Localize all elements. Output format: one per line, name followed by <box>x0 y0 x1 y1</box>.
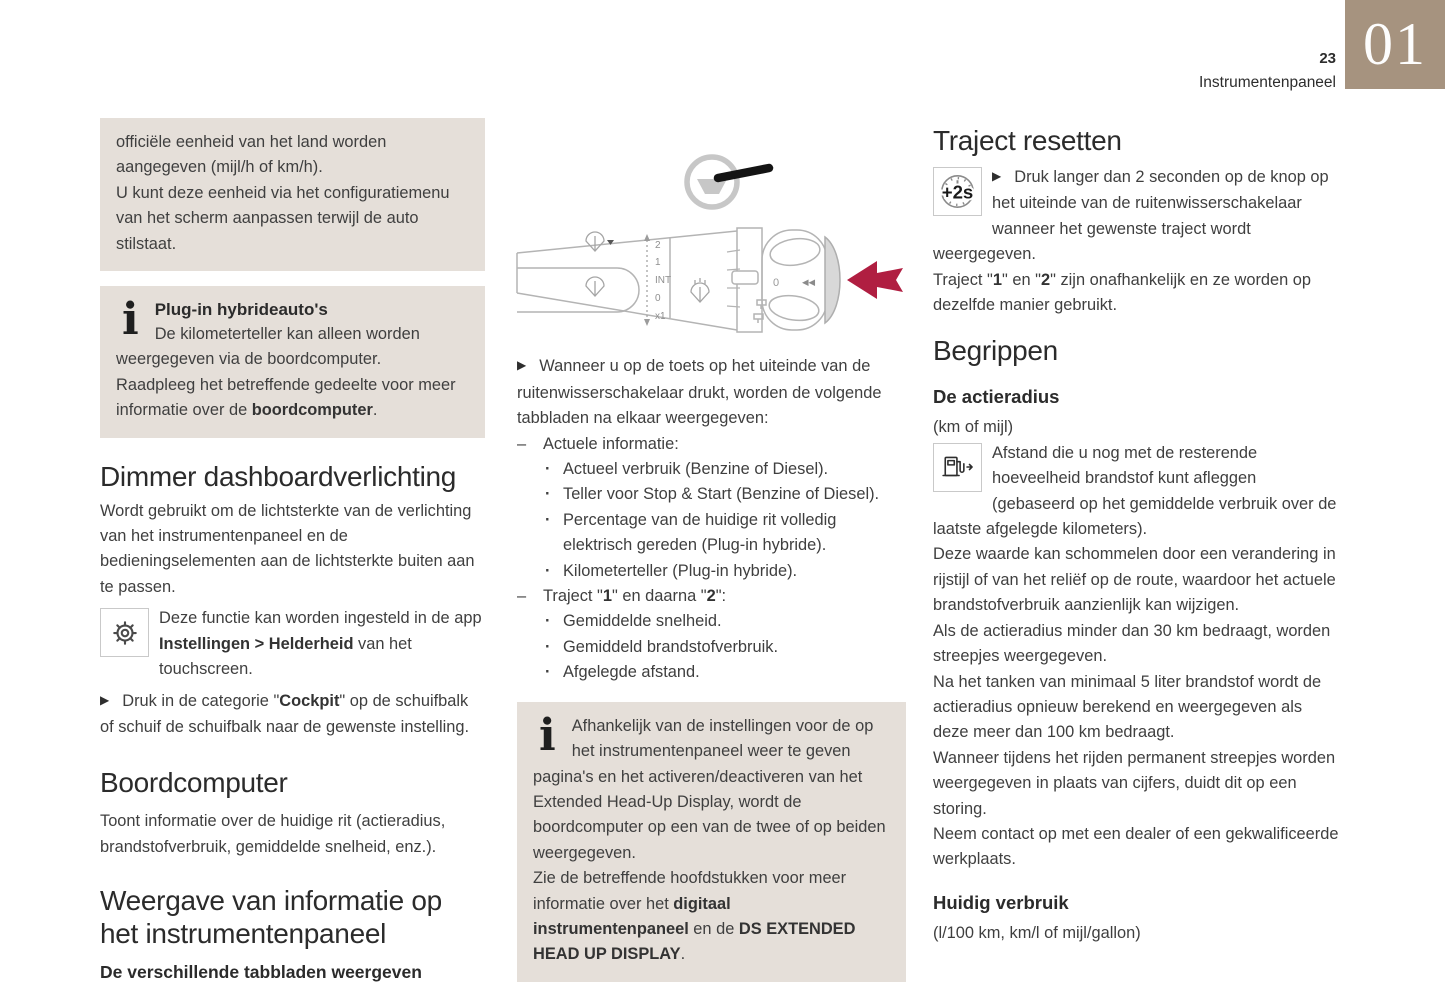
actieradius-p4: Na het tanken van minimaal 5 liter brandstof wordt de actieradius opnieuw berekend en weergegeven als deze meer dan 100 km bedraagt. <box>933 672 1322 742</box>
dimmer-body: Wordt gebruikt om de lichtsterkte van de verlichting van het instrumentenpaneel en de bedieningselementen aan de lichtsterkte buiten aan te passen. <box>100 501 475 596</box>
hybrid-note-p2: Raadpleeg het betreffende gedeelte voor meer informatie over de boordcomputer. <box>116 375 456 420</box>
knob-arrows-label: ◀◀ <box>802 277 816 287</box>
fuel-range-icon <box>933 443 982 492</box>
heading-begrippen: Begrippen <box>933 335 1058 367</box>
wiper-icon-capsule <box>586 277 604 296</box>
heading-traject-resetten: Traject resetten <box>933 125 1122 156</box>
stalk-lever <box>718 168 769 178</box>
info-icon: i <box>122 294 139 346</box>
actieradius-p6: Neem contact op met een dealer of een gekwalificeerde werkplaats. <box>933 824 1339 869</box>
dot-bullet-icon: · <box>545 510 551 529</box>
dot-bullet-icon: · <box>545 485 551 504</box>
subheading-huidig-verbruik: Huidig verbruik <box>933 891 1069 913</box>
gear-icon <box>100 608 149 657</box>
arrow-bullet-icon: ▶ <box>992 169 1002 183</box>
scale-label-1: 1 <box>655 257 661 268</box>
traject-p2: Traject "1" en "2" zijn onafhankelijk en ze worden op dezelfde manier gebruikt. <box>933 270 1312 315</box>
wiper-stalk-illustration <box>517 140 906 340</box>
gear-icon-svg <box>110 618 140 648</box>
info-icon: i <box>539 709 556 761</box>
dash-bullet-icon: – <box>517 434 527 453</box>
scale-label-int: INT <box>655 275 672 286</box>
washer-icon <box>691 278 709 302</box>
list-item-actuele-informatie: – Actuele informatie: <box>517 432 906 457</box>
note-box-units <box>100 118 485 271</box>
stalk-end-button <box>825 237 840 323</box>
list-item: · Teller voor Stop & Start (Benzine of Diesel). <box>543 482 906 507</box>
hybrid-note-title: Plug-in hybrideauto's <box>154 300 328 320</box>
note-box-display <box>517 702 906 982</box>
gear-note <box>100 606 485 682</box>
scale-label-2: 2 <box>655 240 661 251</box>
traject-reset-block <box>933 165 1341 318</box>
steering-wheel-icon <box>687 157 769 207</box>
gear-note-text: Deze functie kan worden ingesteld in de app Instellingen > Helderheid van het touchscreen. <box>159 609 482 679</box>
actieradius-p2: Deze waarde kan schommelen door een verandering in rijstijl of van het reliëf op de route, waardoor het actuele brandstofverbruik aanzienlijk kan wijzigen. <box>933 545 1336 615</box>
subheading-tabbladen: De verschillende tabbladen weergeven <box>100 962 422 983</box>
press-button-arrow <box>847 261 903 299</box>
press-2s-icon <box>933 167 982 216</box>
dot-bullet-icon: · <box>545 460 551 479</box>
actieradius-p1: Afstand die u nog met de resterende hoeveelheid brandstof kunt afleggen (gebaseerd op het gemiddelde verbruik over de laatste afgelegde kilometers). <box>933 443 1337 539</box>
arrow-bullet-icon: ▶ <box>100 692 110 707</box>
arrow-bullet-icon: ▶ <box>517 358 527 373</box>
traject-p1: ▶ Druk langer dan 2 seconden op de knop op het uiteinde van de ruitenwisserschakelaar wanneer het gewenste traject wordt weergegeven. <box>933 168 1329 264</box>
middle-intro-bullet: ▶ Wanneer u op de toets op het uiteinde van de ruitenwisserschakelaar drukt, worden de volgende tabbladen na elkaar weergegeven: <box>517 357 882 428</box>
dimmer-bullet: ▶ Druk in de categorie "Cockpit" op de schuifbalk of schuif de schuifbalk naar de gewenste instelling. <box>100 691 470 736</box>
boordcomputer-body: Toont informatie over de huidige rit (actieradius, brandstofverbruik, gemiddelde snelheid, enz.). <box>100 812 446 856</box>
list-item: · Gemiddelde snelheid. <box>543 609 906 634</box>
wiper-speed-scale <box>644 234 671 326</box>
chapter-number-box <box>1345 0 1445 89</box>
right-column <box>933 124 1341 946</box>
dash-bullet-icon: – <box>517 587 527 606</box>
list-item: · Kilometerteller (Plug-in hybride). <box>543 559 906 584</box>
display-note-p1: Afhankelijk van de instellingen voor de op het instrumentenpaneel weer te geven pagina's en het activeren/deactiveren van het Extended Head-Up Display, wordt de boordcomputer op een van de twee of op beiden weergegeven. <box>533 716 886 862</box>
actieradius-block <box>933 441 1341 873</box>
dot-bullet-icon: · <box>545 663 551 682</box>
section-title: Instrumentenpaneel <box>1198 74 1336 91</box>
heading-weergave: Weergave van informatie op het instrumentenpaneel <box>100 885 442 950</box>
list-item: · Afgelegde afstand. <box>543 660 906 685</box>
display-note-p2: Zie de betreffende hoofdstukken voor meer informatie over het digitaal instrumentenpaneel en de DS EXTENDED HEAD UP DISPLAY. <box>533 869 856 964</box>
note-units-p2: U kunt deze eenheid via het configuratiemenu van het scherm aanpassen terwijl de auto stilstaat. <box>116 183 450 253</box>
heading-dimmer: Dimmer dashboardverlichting <box>100 460 457 492</box>
list-item: · Actueel verbruik (Benzine of Diesel). <box>543 457 906 482</box>
hybrid-note-p1: De kilometerteller kan alleen worden weergegeven via de boordcomputer. <box>116 325 420 369</box>
actieradius-unit: (km of mijl) <box>933 418 1014 437</box>
fuel-range-icon-svg <box>941 452 975 482</box>
note-units-p1: officiële eenheid van het land worden aangegeven (mijl/h of km/h). <box>116 133 387 177</box>
press-2s-label: +2s <box>941 181 974 203</box>
scale-label-x1: x1 <box>655 311 666 322</box>
press-2s-icon-svg <box>933 167 982 216</box>
list-item-traject: – Traject "1" en daarna "2": <box>517 584 906 609</box>
list-item: · Gemiddeld brandstofverbruik. <box>543 635 906 660</box>
wiper-icon-top <box>586 232 604 251</box>
chapter-number: 01 <box>1363 11 1427 77</box>
actieradius-p3: Als de actieradius minder dan 30 km bedraagt, worden streepjes weergegeven. <box>933 621 1331 666</box>
subheading-actieradius: De actieradius <box>933 386 1060 408</box>
actieradius-p5: Wanneer tijdens het rijden permanent streepjes worden weergegeven in plaats van cijfers, duidt dit op een storing. <box>933 748 1336 818</box>
knob-position-label: 0 <box>773 277 780 289</box>
dot-bullet-icon: · <box>545 561 551 580</box>
left-column <box>100 118 485 984</box>
middle-column <box>517 140 906 982</box>
stalk-body <box>517 228 827 332</box>
list-item: · Percentage van de huidige rit volledig elektrisch gereden (Plug-in hybride). <box>543 508 906 559</box>
note-box-hybrid <box>100 286 485 438</box>
heading-boordcomputer: Boordcomputer <box>100 767 288 799</box>
page-number: 23 <box>1319 50 1336 67</box>
dot-bullet-icon: · <box>545 637 551 656</box>
scale-label-0: 0 <box>655 293 661 304</box>
dot-bullet-icon: · <box>545 612 551 631</box>
verbruik-unit: (l/100 km, km/l of mijl/gallon) <box>933 923 1141 942</box>
